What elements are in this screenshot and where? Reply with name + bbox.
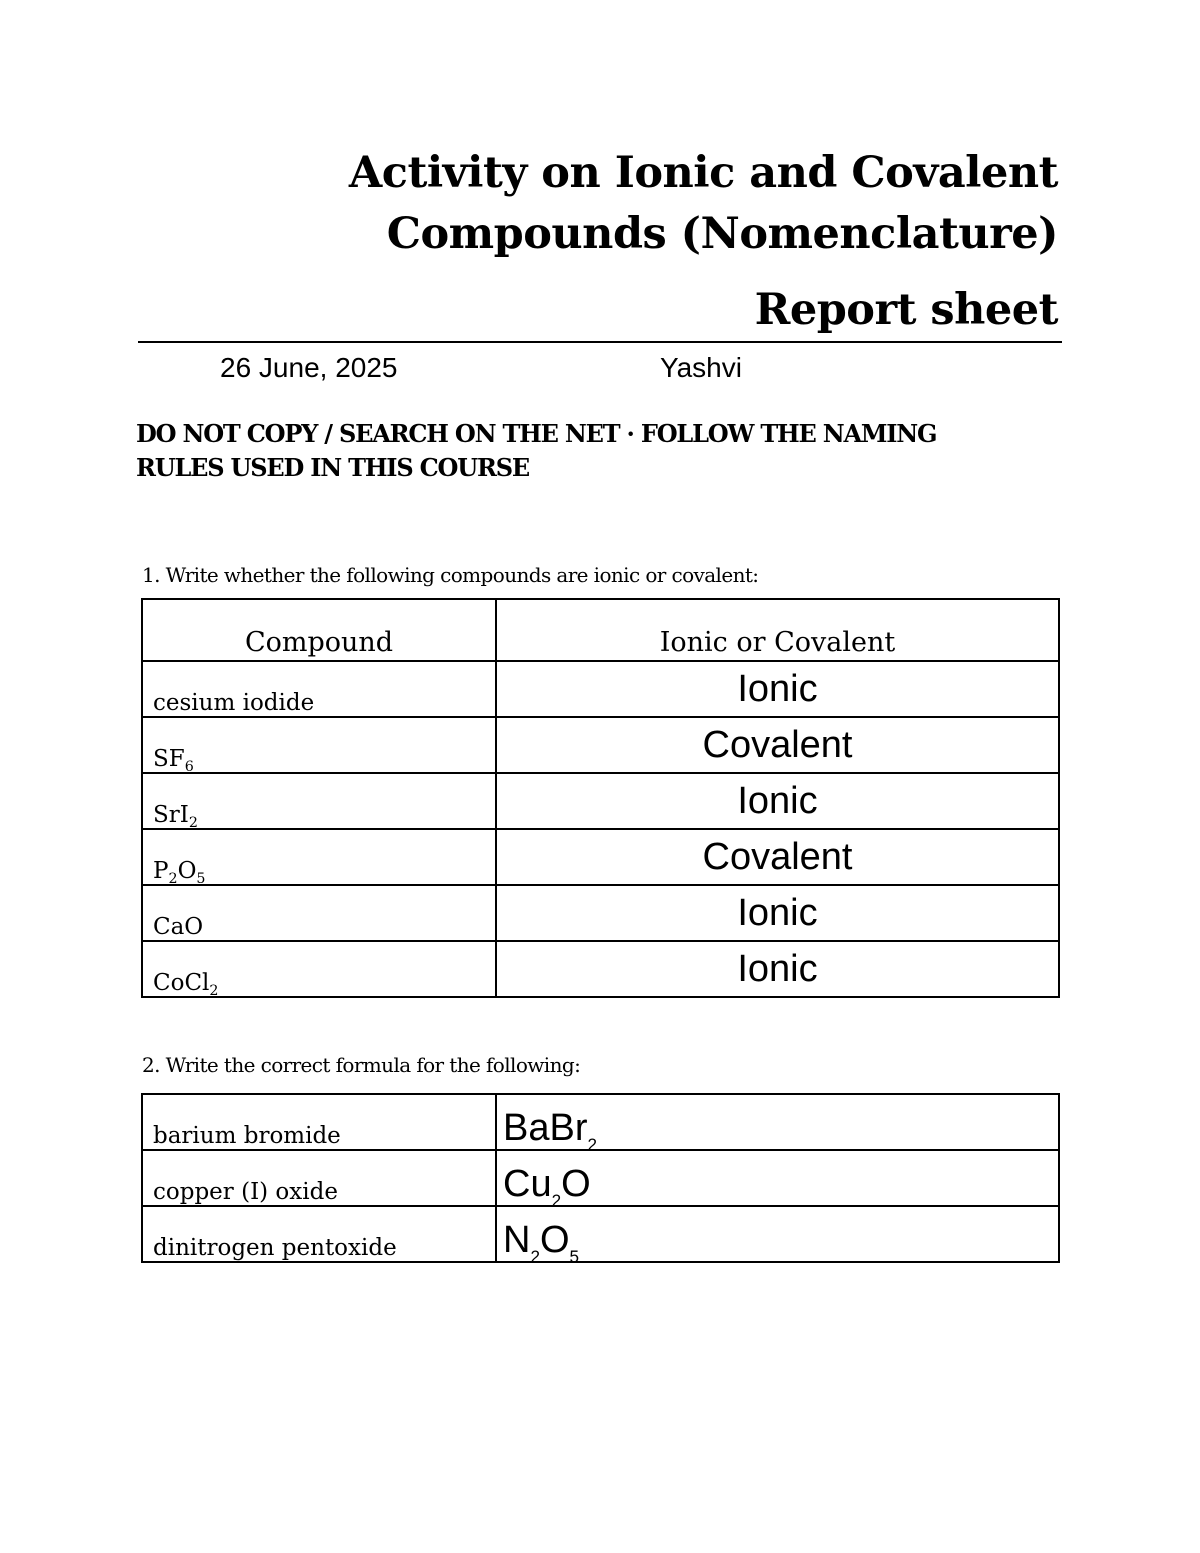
formula-text: O bbox=[561, 1163, 591, 1206]
table-row bbox=[142, 885, 1059, 941]
warning-line-1: DO NOT COPY / SEARCH ON THE NET · FOLLOW THE NAMING bbox=[136, 419, 937, 448]
date-field[interactable]: 26 June, 2025 bbox=[220, 352, 398, 383]
formula-table bbox=[141, 1093, 1060, 1267]
formula-text: CoCl bbox=[153, 970, 210, 996]
formula-text: Cu bbox=[503, 1163, 552, 1206]
table-row bbox=[142, 829, 1059, 885]
formula-text: O bbox=[177, 858, 197, 884]
table-row bbox=[142, 717, 1059, 773]
table-row bbox=[142, 941, 1059, 997]
table-row bbox=[142, 661, 1059, 717]
title-line-1: Activity on Ionic and Covalent bbox=[348, 148, 1058, 198]
answer-cell[interactable]: Ionic bbox=[496, 661, 1059, 717]
compound-cell bbox=[142, 661, 496, 717]
title-line-2: Compounds (Nomenclature) bbox=[386, 209, 1058, 259]
formula-answer-cell[interactable] bbox=[496, 1206, 1059, 1267]
subscript: 5 bbox=[569, 1247, 580, 1267]
compound-cell bbox=[142, 717, 496, 773]
compound-cell bbox=[142, 773, 496, 829]
formula-text: N bbox=[503, 1219, 531, 1262]
subscript: 2 bbox=[168, 870, 178, 887]
formula-answer-cell[interactable] bbox=[496, 1150, 1059, 1211]
subscript: 5 bbox=[196, 870, 206, 887]
warning-notice bbox=[136, 417, 936, 485]
answer-cell[interactable]: Ionic bbox=[496, 941, 1059, 997]
compound-cell bbox=[142, 829, 496, 885]
formula-answer-cell[interactable] bbox=[496, 1094, 1059, 1155]
formula-text: CaO bbox=[153, 914, 204, 940]
table-row bbox=[142, 1094, 1059, 1150]
answer-cell[interactable]: Covalent bbox=[496, 829, 1059, 885]
subscript: 2 bbox=[530, 1247, 540, 1267]
header-compound: Compound bbox=[142, 599, 496, 661]
compound-cell bbox=[142, 941, 496, 997]
table-header-row bbox=[142, 599, 1059, 661]
table-row bbox=[142, 773, 1059, 829]
answer-cell[interactable]: Ionic bbox=[496, 885, 1059, 941]
student-name-field[interactable]: Yashvi bbox=[660, 352, 742, 383]
compound-name-cell: barium bromide bbox=[142, 1094, 496, 1150]
formula-text: O bbox=[539, 1219, 570, 1262]
subscript: 2 bbox=[587, 1135, 597, 1155]
subscript: 6 bbox=[184, 758, 194, 775]
compound-cell bbox=[142, 885, 496, 941]
warning-line-2: RULES USED IN THIS COURSE bbox=[136, 453, 529, 482]
formula-text: SrI bbox=[153, 802, 189, 828]
question-1-prompt: 1. Write whether the following compounds are ionic or covalent: bbox=[142, 563, 759, 587]
formula-text: P bbox=[153, 858, 169, 884]
formula-text: cesium iodide bbox=[153, 690, 315, 716]
header-ionic-or-covalent: Ionic or Covalent bbox=[496, 599, 1059, 661]
answer-cell[interactable]: Covalent bbox=[496, 717, 1059, 773]
formula-text: BaBr bbox=[503, 1107, 588, 1150]
ionic-covalent-table bbox=[141, 598, 1060, 998]
report-sheet-subtitle: Report sheet bbox=[754, 285, 1058, 335]
answer-cell[interactable]: Ionic bbox=[496, 773, 1059, 829]
subscript: 2 bbox=[209, 982, 219, 999]
subscript: 2 bbox=[188, 814, 198, 831]
subscript: 2 bbox=[551, 1191, 562, 1211]
question-2-prompt: 2. Write the correct formula for the following: bbox=[142, 1053, 581, 1077]
compound-name-cell: dinitrogen pentoxide bbox=[142, 1206, 496, 1262]
compound-name-cell: copper (I) oxide bbox=[142, 1150, 496, 1206]
table-row bbox=[142, 1150, 1059, 1206]
header-divider bbox=[138, 341, 1062, 343]
table-row bbox=[142, 1206, 1059, 1262]
formula-text: SF bbox=[153, 746, 185, 772]
